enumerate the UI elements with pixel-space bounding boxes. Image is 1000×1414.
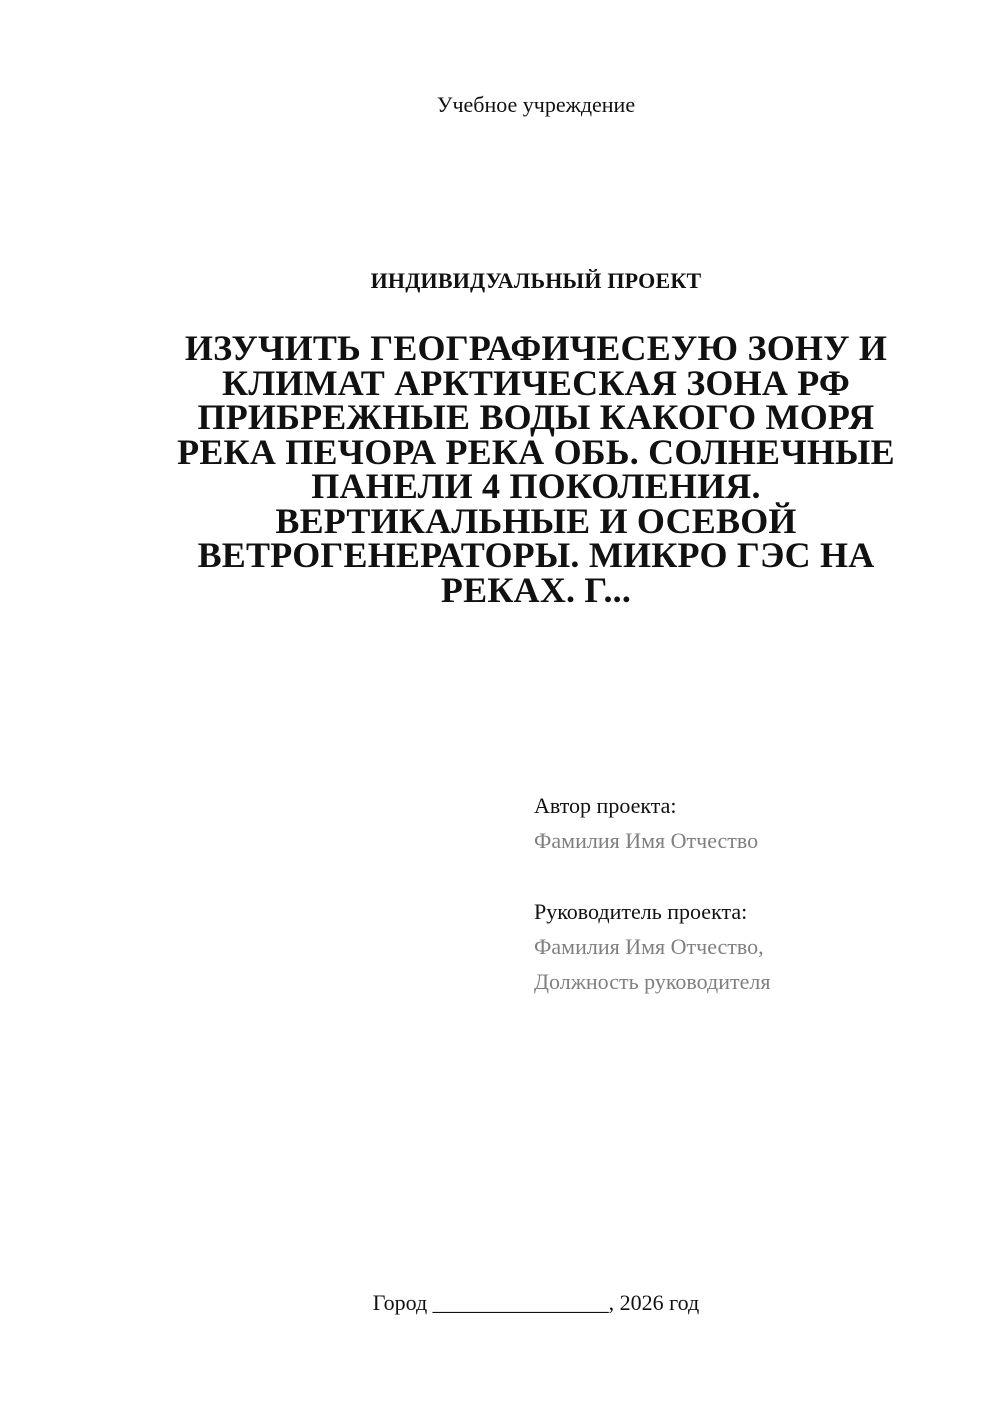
project-title: ИЗУЧИТЬ ГЕОГРАФИЧЕСЕУЮ ЗОНУ И КЛИМАТ АРКТИЧЕСКАЯ ЗОНА РФ ПРИБРЕЖНЫЕ ВОДЫ КАКОГО МОРЯ РЕКА ПЕЧОРА РЕКА ОБЬ. СОЛНЕЧНЫЕ ПАНЕЛИ 4 ПОКОЛЕНИЯ. ВЕРТИКАЛЬНЫЕ И ОСЕВОЙ ВЕТРОГЕНЕРАТОРЫ. МИКРО ГЭС НА РЕКАХ. Г...	[177, 328, 895, 610]
project-type-heading: ИНДИВИДУАЛЬНЫЙ ПРОЕКТ	[370, 268, 702, 293]
supervisor-label: Руководитель проекта:	[534, 899, 748, 924]
city-year-line: Город ________________, 2026 год	[372, 1290, 700, 1315]
supervisor-name: Фамилия Имя Отчество,	[534, 934, 764, 959]
institution-name: Учебное учреждение	[436, 92, 636, 117]
supervisor-position: Должность руководителя	[534, 969, 771, 994]
author-name: Фамилия Имя Отчество	[534, 828, 759, 853]
author-block	[534, 788, 758, 858]
author-label: Автор проекта:	[534, 793, 677, 818]
supervisor-block	[534, 894, 770, 999]
